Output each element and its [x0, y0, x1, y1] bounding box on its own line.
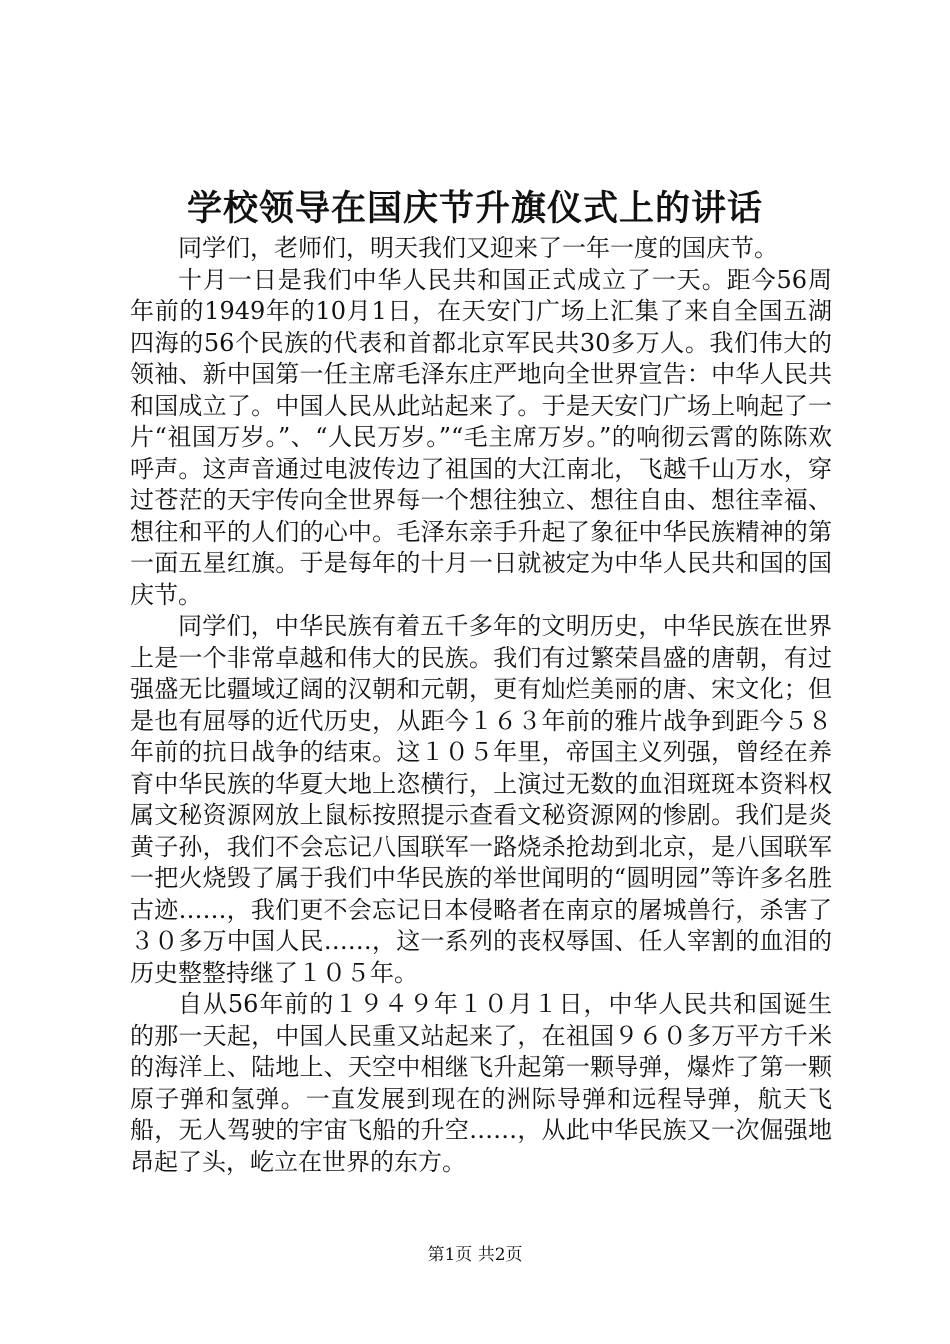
paragraph-founding: 十月一日是我们中华人民共和国正式成立了一天。距今56周年前的1949年的10月1日，在天安门广场上汇集了来自全国五湖四海的56个民族的代表和首都北京军民共30多万人。我们伟大的领袖、新中国第一任主席毛泽东庄严地向全世界宣告：中华人民共和国成立了。中国人民从此站起来了。于是天安门广场上响起了一片“祖国万岁。”、“人民万岁。”“毛主席万岁。”的响彻云霄的陈陈欢呼声。这声音通过电波传边了祖国的大江南北，飞越千山万水，穿过苍茫的天宇传向全世界每一个想往独立、想往自由、想往幸福、想往和平的人们的心中。毛泽东亲手升起了象征中华民族精神的第一面五星红旗。于是每年的十月一日就被定为中华人民共和国的国庆节。 [130, 265, 832, 609]
paragraph-greeting: 同学们，老师们，明天我们又迎来了一年一度的国庆节。 [178, 234, 778, 262]
page-title: 学校领导在国庆节升旗仪式上的讲话 [186, 188, 763, 229]
paragraph-rise: 自从56年前的１９４９年１０月１日，中华人民共和国诞生的那一天起，中国人民重又站起来了，在祖国９６０多万平方千米的海洋上、陆地上、天空中相继飞升起第一颗导弹，爆炸了第一颗原子弹和氢弹。一直发展到现在的洲际导弹和远程导弹，航天飞船，无人驾驶的宇宙飞船的升空……，从此中华民族又一次倔强地昂起了头，屹立在世界的东方。 [130, 990, 832, 1176]
paragraph-history: 同学们，中华民族有着五千多年的文明历史，中华民族在世界上是一个非常卓越和伟大的民族。我们有过繁荣昌盛的唐朝，有过强盛无比疆域辽阔的汉朝和元朝，更有灿烂美丽的唐、宋文化；但是也有屈辱的近代历史，从距今１６３年前的雅片战争到距今５８年前的抗日战争的结束。这１０５年里，帝国主义列强，曾经在养育中华民族的华夏大地上恣横行，上演过无数的血泪斑斑本资料权属文秘资源网放上鼠标按照提示查看文秘资源网的惨剧。我们是炎黄子孙，我们不会忘记八国联军一路烧杀抢劫到北京，是八国联军一把火烧毁了属于我们中华民族的举世闻明的“圆明园”等许多名胜古迹……，我们更不会忘记日本侵略者在南京的屠城兽行，杀害了３０多万中国人民……，这一系列的丧权辱国、任人宰割的血泪的历史整整持继了１０５年。 [130, 612, 832, 987]
document-body [130, 233, 832, 1178]
page-number-footer: 第1页 共2页 [427, 1245, 523, 1265]
